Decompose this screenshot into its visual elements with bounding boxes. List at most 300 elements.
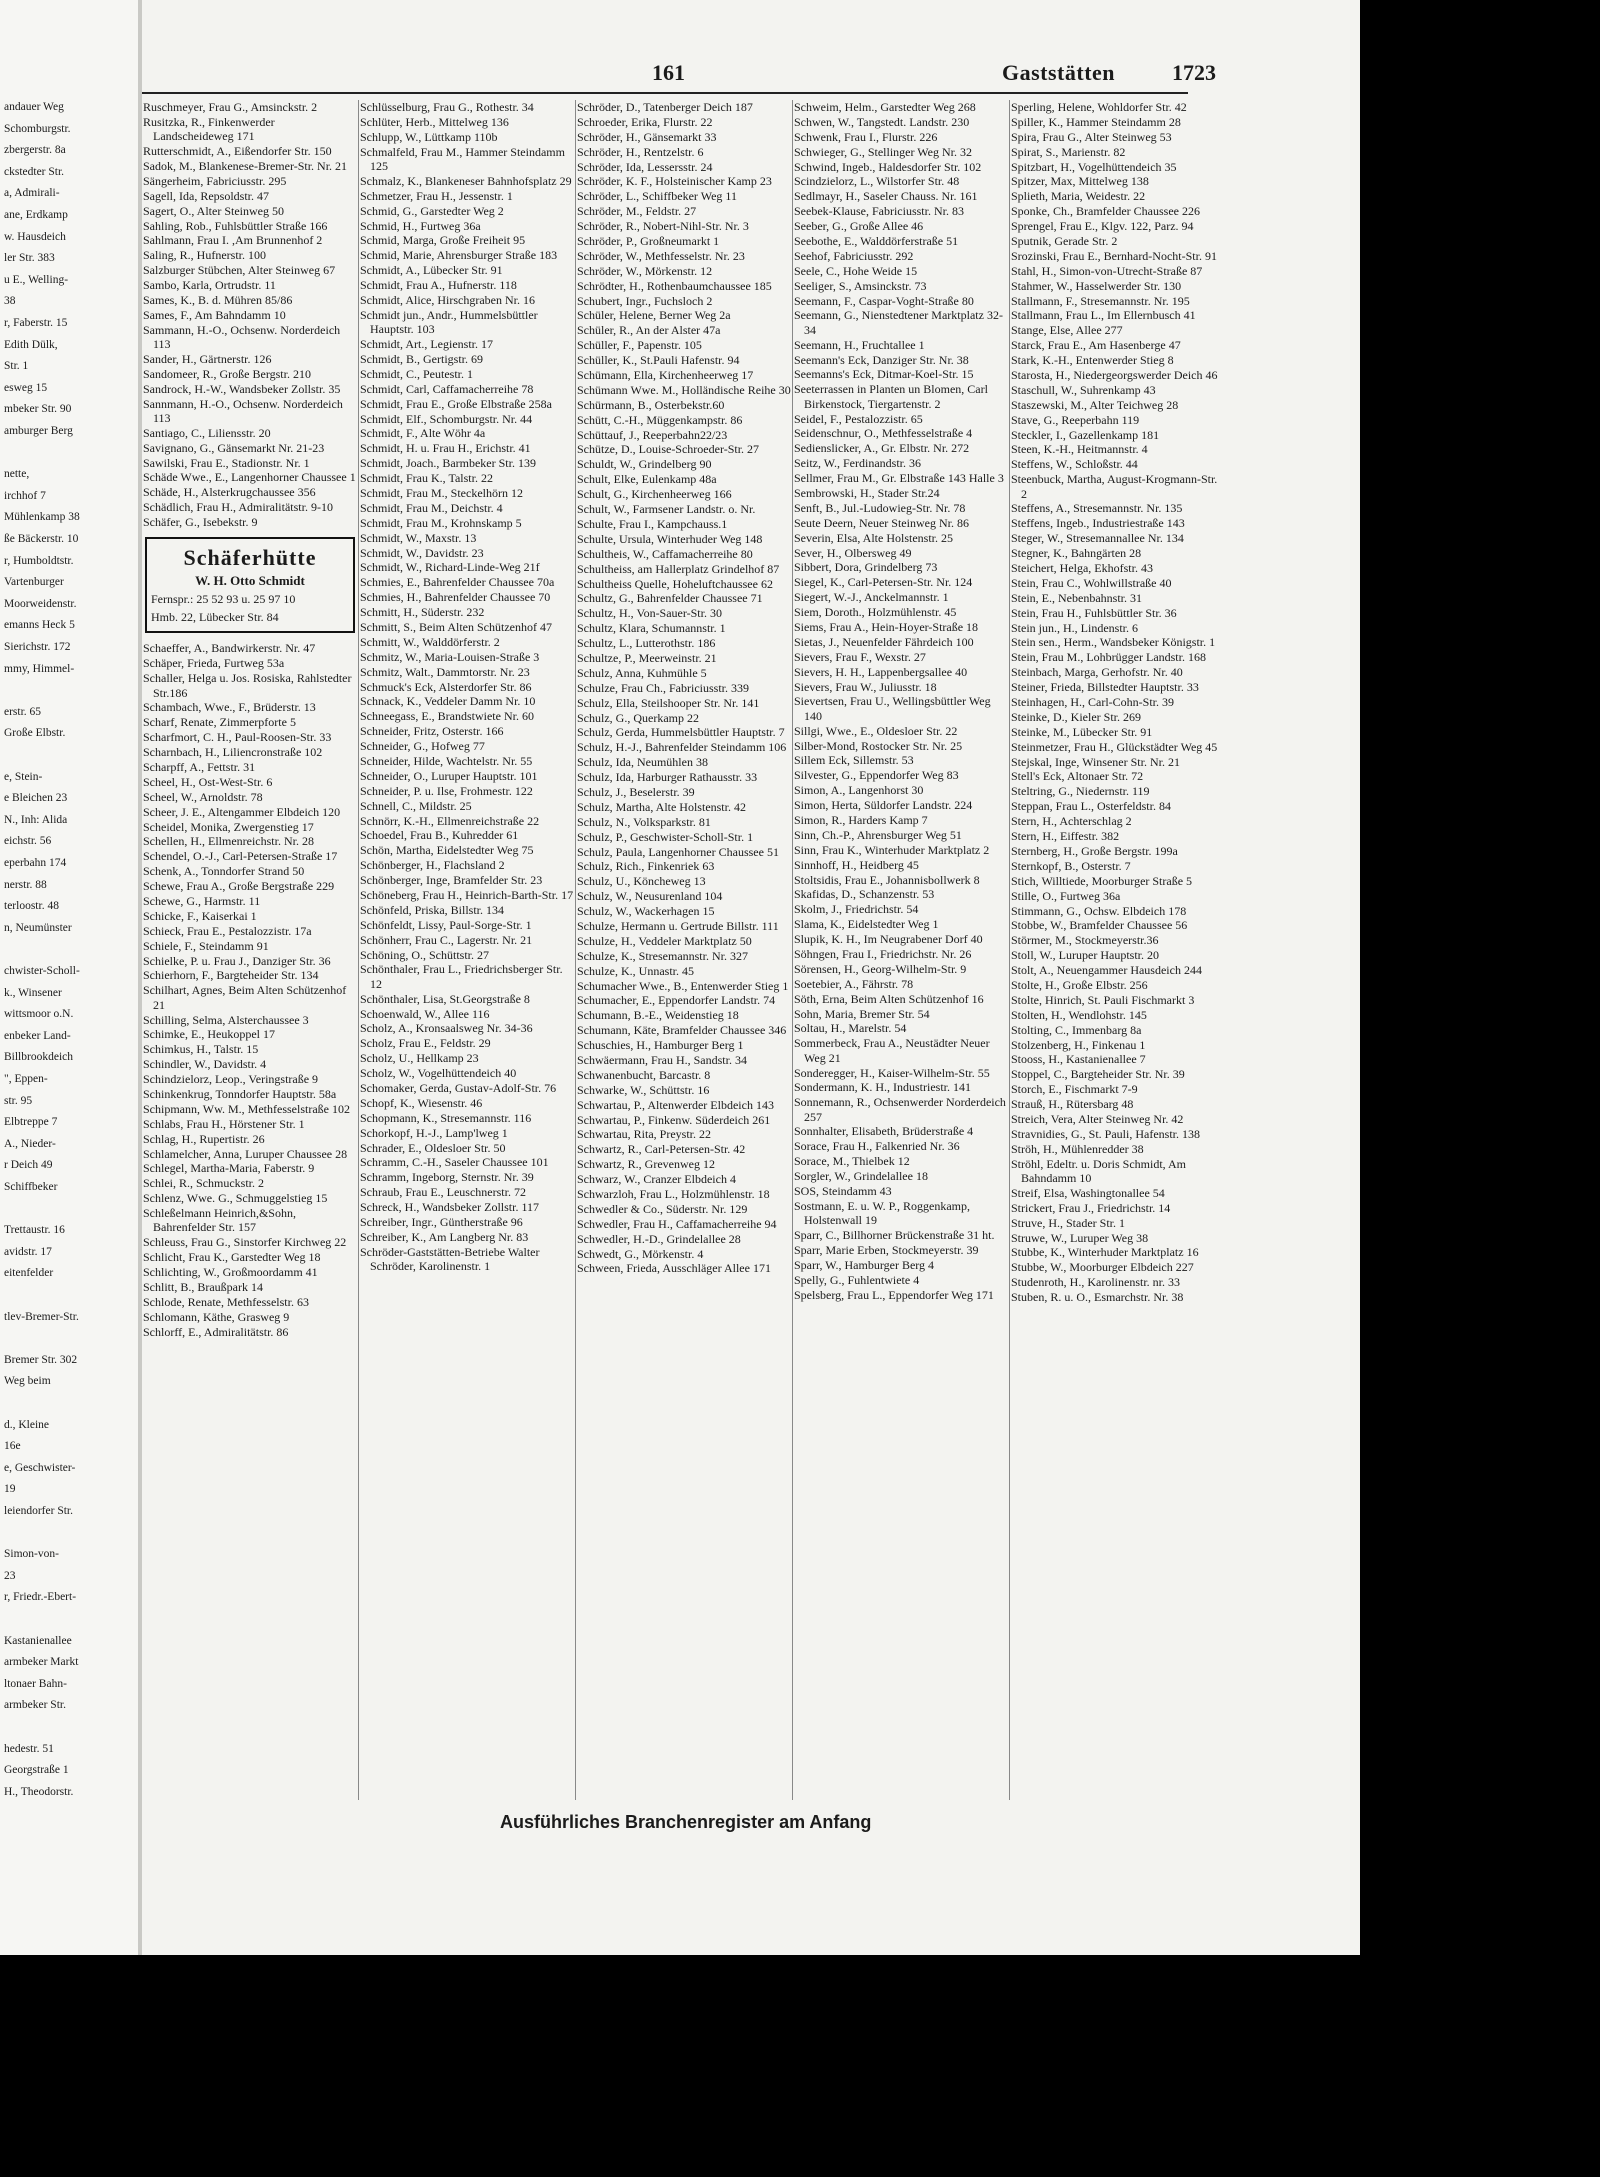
directory-entry: Schuschies, H., Hamburger Berg 1 (577, 1038, 744, 1053)
directory-entry: Stolzenberg, H., Finkenau 1 (1011, 1037, 1146, 1052)
directory-entry: Schreck, H., Wandsbeker Zollstr. 117 (360, 1200, 539, 1215)
directory-entry: Schlamelcher, Anna, Luruper Chaussee 28 (143, 1146, 348, 1161)
directory-entry: Schwartz, R., Carl-Petersen-Str. 42 (577, 1142, 746, 1157)
directory-entry: Schmidt, H. u. Frau H., Erichstr. 41 (360, 441, 531, 456)
directory-entry: SOS, Steindamm 43 (794, 1184, 892, 1199)
directory-entry: Skafidas, D., Schanzenstr. 53 (794, 887, 935, 902)
directory-entry: Sagell, Ida, Repsoldstr. 47 (143, 188, 269, 203)
directory-entry: Sievers, Frau F., Wexstr. 27 (794, 649, 926, 664)
directory-entry: Schwen, W., Tangstedt. Landstr. 230 (794, 114, 970, 129)
directory-entry: Stahl, H., Simon-von-Utrecht-Straße 87 (1011, 263, 1203, 278)
directory-entry: Schönfeld, Priska, Billstr. 134 (360, 902, 504, 917)
strip-text-line: leiendorfer Str. (4, 1505, 73, 1517)
strip-text-line: Mühlenkamp 38 (4, 511, 80, 524)
directory-entry: Schröder, D., Tatenberger Deich 187 (577, 100, 753, 114)
directory-entry: Severin, Elsa, Alte Holstenstr. 25 (794, 530, 953, 545)
strip-text-line: r Deich 49 (4, 1159, 53, 1172)
directory-entry: Scharpff, A., Fettstr. 31 (143, 759, 256, 774)
directory-entry: Sörensen, H., Georg-Wilhelm-Str. 9 (794, 961, 967, 976)
directory-entry: Senft, B., Jul.-Ludowieg-Str. Nr. 78 (794, 500, 966, 515)
directory-entry: Stoltsidis, Frau E., Johannisbollwerk 8 (794, 872, 980, 887)
directory-entry: Schmidt, B., Gertigstr. 69 (360, 351, 483, 366)
directory-entry: Scindzielorz, L., Wilstorfer Str. 48 (794, 174, 960, 189)
directory-entry: Strauß, H., Rütersbarg 48 (1011, 1097, 1134, 1112)
directory-entry: Seeterrassen in Planten un Blomen, Carl Birkenstock, Tiergartenstr. 2 (794, 382, 988, 411)
directory-entry: Steppan, Frau L., Osterfeldstr. 84 (1011, 799, 1171, 814)
directory-entry: Schramm, C.-H., Saseler Chaussee 101 (360, 1155, 549, 1170)
footer-note: Ausführliches Branchenregister am Anfang (500, 1812, 872, 1832)
directory-entry: Schröder, H., Gänsemarkt 33 (577, 129, 717, 144)
directory-entry: Schwartau, P., Finkenw. Süderdeich 261 (577, 1112, 771, 1127)
strip-text-line: r, Humboldtstr. (4, 554, 74, 567)
strip-text-line: eperbahn 174 (4, 857, 67, 869)
directory-entry: Sever, H., Olbersweg 49 (794, 545, 912, 560)
directory-entry: Scholz, W., Vogelhüttendeich 40 (360, 1066, 517, 1081)
directory-entry: Sinn, Frau K., Winterhuder Marktplatz 2 (794, 842, 990, 857)
directory-entry: Sillem Eck, Sillemstr. 53 (794, 753, 914, 768)
directory-entry: Scheel, W., Arnoldstr. 78 (143, 789, 263, 804)
directory-entry: Stark, K.-H., Entenwerder Stieg 8 (1011, 353, 1174, 368)
strip-text-line: H., Theodorstr. (4, 1785, 74, 1798)
strip-text-line: Bremer Str. 302 (4, 1353, 78, 1366)
directory-entry: Schierhorn, F., Bargteheider Str. 134 (143, 968, 319, 983)
directory-entry: Stoppel, C., Bargteheider Str. Nr. 39 (1011, 1067, 1185, 1082)
strip-text-line: hedestr. 51 (4, 1742, 54, 1755)
directory-entry: Schneider, Fritz, Osterstr. 166 (360, 724, 504, 739)
directory-entry: Strickert, Frau J., Friedrichstr. 14 (1011, 1200, 1171, 1215)
directory-entry: Schwind, Ingeb., Haldesdorfer Str. 102 (794, 159, 982, 174)
directory-entry: Sprengel, Frau E., Klgv. 122, Parz. 94 (1011, 219, 1194, 234)
leaf-number: 1723 (1172, 60, 1216, 85)
strip-text-line: 16e (4, 1440, 21, 1453)
directory-entry: Schulze, H., Veddeler Marktplatz 50 (577, 933, 752, 948)
directory-entry: Ruschmeyer, Frau G., Amsinckstr. 2 (143, 100, 318, 114)
directory-entry: Schüler, Helene, Berner Weg 2a (577, 308, 731, 323)
directory-entry: Salzburger Stübchen, Alter Steinweg 67 (143, 263, 336, 278)
directory-entry: Sedlmayr, H., Saseler Chauss. Nr. 161 (794, 189, 978, 204)
column-4 (794, 100, 1008, 1800)
directory-entry: Stein, Frau C., Wohlwillstraße 40 (1011, 575, 1172, 590)
directory-entry: Steffens, Ingeb., Industriestraße 143 (1011, 516, 1185, 531)
directory-entry: Schlomann, Käthe, Grasweg 9 (143, 1309, 290, 1324)
directory-entry: Schmidt, Alice, Hirschgraben Nr. 16 (360, 292, 535, 307)
directory-entry: Spitzbart, H., Vogelhüttendeich 35 (1011, 159, 1177, 174)
directory-entry: Schulze, K., Stresemannstr. Nr. 327 (577, 948, 748, 963)
directory-entry: Schröder, K. F., Holsteinischer Kamp 23 (577, 174, 772, 189)
directory-entry: Schaller, Helga u. Jos. Rosiska, Rahlstedter Str.186 (143, 671, 352, 700)
directory-entry: Soetebier, A., Fährstr. 78 (794, 976, 914, 991)
directory-entry: Schroeder, Erika, Flurstr. 22 (577, 114, 713, 129)
directory-entry: Steltring, G., Niedernstr. 119 (1011, 784, 1150, 799)
strip-text-line: eichstr. 56 (4, 835, 52, 848)
strip-text-line: Billbrookdeich (4, 1051, 73, 1064)
directory-entry: Rutterschmidt, A., Eißendorfer Str. 150 (143, 144, 332, 159)
directory-entry: Sibbert, Dora, Grindelberg 73 (794, 560, 938, 575)
directory-entry: Sinnhoff, H., Heidberg 45 (794, 857, 919, 872)
directory-entry: Schreiber, Ingr., Güntherstraße 96 (360, 1215, 523, 1230)
directory-entry: Schulz, J., Beselerstr. 39 (577, 784, 695, 799)
strip-text-line: ane, Erdkamp (4, 209, 68, 221)
directory-entry: Stahmer, W., Hasselwerder Str. 130 (1011, 278, 1182, 293)
directory-entry: Schäde Wwe., E., Langenhorner Chaussee 1 (143, 470, 356, 485)
directory-entry: Schlicht, Frau K., Garstedter Weg 18 (143, 1250, 321, 1265)
directory-entry: Schubert, Ingr., Fuchsloch 2 (577, 293, 713, 308)
directory-entry: Schmidt, Frau M., Steckelhörn 12 (360, 485, 523, 500)
page-number: 161 (652, 60, 685, 85)
strip-text-line: r, Faberstr. 15 (4, 317, 68, 329)
strip-text-line: ", Eppen- (4, 1073, 48, 1085)
directory-entry: Schultheiss Quelle, Hoheluftchaussee 62 (577, 576, 773, 591)
directory-entry: Schorkopf, H.-J., Lamp'lweg 1 (360, 1125, 508, 1140)
directory-entry: Schulz, Ida, Neumühlen 38 (577, 755, 708, 770)
directory-entry: Schönthaler, Lisa, St.Georgstraße 8 (360, 991, 530, 1006)
directory-entry: Stille, O., Furtweg 36a (1011, 888, 1121, 903)
directory-entry: Sandrock, H.-W., Wandsbeker Zollstr. 35 (143, 381, 341, 396)
strip-text-line: amburger Berg (4, 425, 73, 437)
directory-entry: Sambo, Karla, Ortrudstr. 11 (143, 278, 276, 293)
directory-entry: Schweim, Helm., Garstedter Weg 268 (794, 100, 976, 114)
directory-entry: Schmidt, Carl, Caffamacherreihe 78 (360, 381, 534, 396)
strip-text-line: armbeker Markt (4, 1656, 79, 1669)
directory-entry: Schulz, Ella, Steilshooper Str. Nr. 141 (577, 695, 760, 710)
directory-entry: Schmidt, A., Lübecker Str. 91 (360, 263, 503, 278)
strip-text-line: mmy, Himmel- (4, 662, 75, 675)
directory-entry: Schween, Frieda, Ausschläger Allee 171 (577, 1261, 771, 1276)
directory-entry: Schultz, Klara, Schumannstr. 1 (577, 621, 726, 636)
directory-entry: Stern, H., Eiffestr. 382 (1011, 829, 1120, 844)
directory-entry: Sames, K., B. d. Mühren 85/86 (143, 292, 293, 307)
directory-entry: Störmer, M., Stockmeyerstr.36 (1011, 933, 1159, 948)
directory-entry: Sammann, H.-O., Ochsenw. Norderdeich 113 (143, 322, 341, 352)
directory-entry: Steinbach, Marga, Gerhofstr. Nr. 40 (1011, 665, 1183, 680)
column-divider (575, 100, 576, 1800)
directory-entry: Stolt, A., Neuengammer Hausdeich 244 (1011, 963, 1202, 978)
strip-text-line: nerstr. 88 (4, 878, 47, 891)
directory-entry: Schöneberg, Frau H., Heinrich-Barth-Str. 17 (360, 888, 574, 903)
directory-entry: Schlorff, E., Admiralitätstr. 86 (143, 1324, 289, 1339)
directory-entry: Schramm, Ingeborg, Sternstr. Nr. 39 (360, 1170, 534, 1185)
strip-text-line: tlev-Bremer-Str. (4, 1310, 79, 1323)
directory-entry: Schüller, K., St.Pauli Hafenstr. 94 (577, 353, 740, 368)
directory-entry: Schneider, G., Hofweg 77 (360, 739, 485, 754)
directory-entry: Steffens, W., Schloßstr. 44 (1011, 457, 1138, 472)
directory-entry: Sorgler, W., Grindelallee 18 (794, 1169, 928, 1184)
directory-entry: Stallmann, F., Stresemannstr. Nr. 195 (1011, 293, 1190, 308)
directory-entry: Schoenwald, W., Allee 116 (360, 1006, 490, 1021)
directory-entry: Schultheiss, am Hallerplatz Grindelhof 87 (577, 561, 780, 576)
directory-entry: Stein, E., Nebenbahnstr. 31 (1011, 590, 1142, 605)
strip-text-line: ltonaer Bahn- (4, 1677, 67, 1690)
directory-entry: Sahlmann, Frau I. ,Am Brunnenhof 2 (143, 233, 323, 248)
directory-entry: Schröder, W., Methfesselstr. Nr. 23 (577, 248, 745, 263)
directory-entry: Scholz, U., Hellkamp 23 (360, 1051, 479, 1066)
directory-entry: Schulz, Martha, Alte Holstenstr. 42 (577, 799, 746, 814)
directory-entry: Schumacher, E., Eppendorfer Landstr. 74 (577, 993, 776, 1008)
directory-entry: Sadok, M., Blankenese-Bremer-Str. Nr. 21 (143, 158, 348, 173)
directory-entry: Schulz, Ida, Harburger Rathausstr. 33 (577, 770, 758, 785)
directory-entry: Schindzielorz, Leop., Veringstraße 9 (143, 1072, 319, 1087)
directory-entry: Starck, Frau E., Am Hasenberge 47 (1011, 338, 1181, 353)
directory-entry: Sonnhalter, Elisabeth, Brüderstraße 4 (794, 1124, 974, 1139)
directory-entry: Spitzer, Max, Mittelweg 138 (1011, 174, 1149, 189)
directory-entry: Schmuck's Eck, Alsterdorfer Str. 86 (360, 679, 532, 694)
directory-entry: Splieth, Maria, Weidestr. 22 (1011, 189, 1146, 204)
directory-entry: Schwedler, H.-D., Grindelallee 28 (577, 1231, 741, 1246)
directory-entry: Steichert, Helga, Ekhofstr. 43 (1011, 561, 1153, 576)
directory-entry: Simon, A., Langenhorst 30 (794, 783, 924, 798)
directory-entry: Stolting, C., Immenbarg 8a (1011, 1022, 1142, 1037)
directory-entry: Schmidt, W., Richard-Linde-Weg 21f (360, 560, 540, 575)
directory-entry: Spelly, G., Fuhlentwiete 4 (794, 1272, 920, 1287)
directory-entry: Schwedt, G., Mörkenstr. 4 (577, 1246, 704, 1261)
directory-entry: Schmidt, Joach., Barmbeker Str. 139 (360, 456, 536, 471)
directory-entry: Schmitt, H., Süderstr. 232 (360, 605, 485, 620)
directory-entry: Schöning, O., Schüttstr. 27 (360, 947, 490, 962)
directory-entry: Srozinski, Frau E., Bernhard-Nocht-Str. 91 (1011, 248, 1217, 263)
directory-entry: Sievertsen, Frau U., Wellingsbüttler Weg 140 (794, 694, 991, 723)
directory-entry: Stallmann, Frau L., Im Ellernbusch 41 (1011, 308, 1196, 323)
directory-entry: Schmalz, K., Blankeneser Bahnhofsplatz 29 (360, 173, 572, 188)
strip-text-line: Simon-von- (4, 1548, 59, 1561)
column-2 (360, 100, 574, 1800)
directory-entry: Stegner, K., Bahngärten 28 (1011, 546, 1142, 561)
directory-entry: Schümann, Ella, Kirchenheerweg 17 (577, 368, 754, 383)
directory-entry: Seute Deern, Neuer Steinweg Nr. 86 (794, 515, 969, 530)
directory-entry: Sparr, Marie Erben, Stockmeyerstr. 39 (794, 1243, 979, 1258)
directory-entry: Schreiber, K., Am Langberg Nr. 83 (360, 1229, 529, 1244)
directory-entry: Schultze, P., Meerweinstr. 21 (577, 650, 717, 665)
directory-entry: Schneider, O., Luruper Hauptstr. 101 (360, 768, 538, 783)
strip-text-line: eitenfelder (4, 1267, 54, 1280)
directory-entry: Sorace, M., Thielbek 12 (794, 1154, 910, 1169)
directory-entry: Schönfeldt, Lissy, Paul-Sorge-Str. 1 (360, 917, 532, 932)
directory-entry: Schmitz, Walt., Dammtorstr. Nr. 23 (360, 664, 530, 679)
directory-entry: Schulz, G., Querkamp 22 (577, 710, 699, 725)
directory-entry: Sputnik, Gerade Str. 2 (1011, 234, 1118, 249)
directory-entry: Schönthaler, Frau L., Friedrichsberger Str. 12 (360, 962, 563, 991)
directory-entry: Staszewski, M., Alter Teichweg 28 (1011, 397, 1179, 412)
directory-entry: Struve, H., Stader Str. 1 (1011, 1215, 1125, 1230)
directory-entry: Sawilski, Frau E., Stadionstr. Nr. 1 (143, 455, 310, 470)
strip-text-line: N., Inh: Alida (4, 813, 68, 826)
directory-entry: Schnell, C., Mildstr. 25 (360, 798, 472, 813)
directory-entry: Stravnidies, G., St. Pauli, Hafenstr. 138 (1011, 1126, 1200, 1141)
directory-entry: Sorace, Frau H., Falkenried Nr. 36 (794, 1139, 960, 1154)
directory-entry: Scharf, Renate, Zimmerpforte 5 (143, 715, 296, 730)
directory-entry: Stimmann, G., Ochsw. Elbdeich 178 (1011, 903, 1187, 918)
strip-text-line: r, Friedr.-Ebert- (4, 1591, 77, 1604)
directory-entry: Scholz, Frau E., Feldstr. 29 (360, 1036, 491, 1051)
strip-text-line: irchhof 7 (4, 489, 46, 502)
directory-entry: Stubbe, K., Winterhuder Marktplatz 16 (1011, 1245, 1199, 1260)
directory-entry: Schneider, P. u. Ilse, Frohmestr. 122 (360, 783, 533, 798)
strip-text-line: e Bleichen 23 (4, 792, 68, 805)
directory-entry: Schomaker, Gerda, Gustav-Adolf-Str. 76 (360, 1081, 557, 1095)
directory-entry: Seeber, G., Große Allee 46 (794, 219, 924, 234)
directory-entry: Struwe, W., Luruper Weg 38 (1011, 1230, 1149, 1245)
directory-entry: Sohn, Maria, Bremer Str. 54 (794, 1006, 930, 1021)
directory-entry: Schwartz, R., Grevenweg 12 (577, 1157, 715, 1172)
directory-entry: Seidel, F., Pestalozzistr. 65 (794, 411, 923, 426)
strip-text-line: 38 (4, 295, 16, 308)
directory-entry: Schwanenbucht, Barcastr. 8 (577, 1067, 711, 1082)
strip-text-line: Weg beim (4, 1375, 51, 1388)
directory-entry: Schüller, F., Papenstr. 105 (577, 338, 702, 353)
directory-entry: Stobbe, W., Bramfelder Chaussee 56 (1011, 918, 1188, 933)
directory-entry: Schmid, Marie, Ahrensburger Straße 183 (360, 248, 558, 263)
strip-text-line: Elbtreppe 7 (4, 1116, 58, 1129)
directory-entry: Stejskal, Inge, Winsener Str. Nr. 21 (1011, 754, 1180, 769)
directory-entry: Schlabs, Frau H., Hörstener Str. 1 (143, 1116, 305, 1131)
directory-entry: Söth, Erna, Beim Alten Schützenhof 16 (794, 991, 984, 1006)
directory-entry: Schnörr, K.-H., Ellmenreichstraße 22 (360, 813, 540, 828)
directory-entry: Schmidt, F., Alte Wöhr 4a (360, 426, 486, 441)
directory-entry: Schröder, W., Mörkenstr. 12 (577, 263, 713, 278)
strip-text-line: nette, (4, 468, 30, 481)
directory-entry: Schulz, Paula, Langenhorner Chaussee 51 (577, 844, 779, 859)
directory-entry: Schwarz, W., Cranzer Elbdeich 4 (577, 1172, 736, 1187)
column-divider (792, 100, 793, 1800)
directory-entry: Spiller, K., Hammer Steindamm 28 (1011, 114, 1181, 129)
directory-entry: Schewe, G., Harmstr. 11 (143, 894, 261, 908)
directory-entry: Steinhagen, H., Carl-Cohn-Str. 39 (1011, 695, 1174, 710)
directory-entry: Schmalfeld, Frau M., Hammer Steindamm 125 (360, 144, 565, 173)
strip-text-line: Vartenburger (4, 576, 64, 589)
directory-entry: Schwedler, Frau H., Caffamacherreihe 94 (577, 1216, 777, 1231)
directory-entry: Schröder, P., Großneumarkt 1 (577, 234, 720, 249)
directory-entry: Schulz, W., Neusurenland 104 (577, 889, 723, 904)
directory-entry: Sonnemann, R., Ochsenwerder Norderdeich 257 (794, 1095, 1006, 1124)
directory-entry: Söhngen, Frau I., Friedrichstr. Nr. 26 (794, 946, 972, 961)
directory-entry: Schmid, H., Furtweg 36a (360, 218, 481, 233)
strip-text-line: w. Hausdeich (4, 230, 66, 243)
directory-entry: Steiner, Frieda, Billstedter Hauptstr. 33 (1011, 680, 1199, 695)
directory-entry: Schlüter, Herb., Mittelweg 136 (360, 114, 509, 129)
directory-entry: Seebek-Klause, Fabriciusstr. Nr. 83 (794, 204, 964, 219)
directory-entry: Saling, R., Hufnerstr. 100 (143, 248, 266, 263)
directory-entry: Seemann's Eck, Danziger Str. Nr. 38 (794, 352, 969, 367)
directory-entry: Schürmann, B., Osterbekstr.60 (577, 397, 725, 412)
strip-text-line: esweg 15 (4, 381, 48, 394)
strip-text-line: Große Elbstr. (4, 727, 66, 740)
directory-entry: Steinke, M., Lübecker Str. 91 (1011, 724, 1153, 739)
directory-entry: Seeliger, S., Amsinckstr. 73 (794, 278, 927, 293)
directory-entry: Sannmann, H.-O., Ochsenw. Norderdeich 113 (143, 396, 343, 425)
directory-entry: Schmidt, Frau A., Hufnerstr. 118 (360, 278, 517, 293)
directory-entry: Schwedler & Co., Süderstr. Nr. 129 (577, 1201, 748, 1216)
directory-entry: Schulte, Frau I., Kampchauss.1 (577, 516, 728, 531)
directory-entry: Stolte, H., Große Elbstr. 256 (1011, 977, 1148, 992)
strip-text-line: Trettaustr. 16 (4, 1224, 65, 1237)
page-header (142, 60, 1360, 90)
directory-entry: Schlitt, B., Braußpark 14 (143, 1279, 263, 1294)
column-5 (1011, 100, 1225, 1800)
strip-text-line: Edith Dülk, (4, 338, 58, 351)
directory-entry: Schmidt, Frau M., Deichstr. 4 (360, 500, 503, 515)
directory-entry: Stein, Frau M., Lohbrügger Landstr. 168 (1011, 650, 1206, 665)
directory-entry: Schlag, H., Rupertistr. 26 (143, 1131, 265, 1146)
directory-entry: Sievers, H. H., Lappenbergsallee 40 (794, 664, 968, 679)
directory-entry: Schulz, Rich., Finkenriek 63 (577, 859, 715, 874)
directory-entry: Schlegel, Martha-Maria, Faberstr. 9 (143, 1161, 315, 1176)
strip-text-line: e, Stein- (4, 770, 43, 783)
directory-entry: Schröder-Gaststätten-Betriebe Walter Schröder, Karolinenstr. 1 (360, 1244, 540, 1274)
directory-entry: Schulz, H.-J., Bahrenfelder Steindamm 106 (577, 740, 787, 755)
directory-entry: Schwäermann, Frau H., Sandstr. 34 (577, 1053, 747, 1067)
directory-entry: Stubbe, W., Moorburger Elbdeich 227 (1011, 1260, 1194, 1275)
directory-entry: Schulze, Frau Ch., Fabriciusstr. 339 (577, 680, 749, 695)
directory-entry: Schwartau, Rita, Preystr. 22 (577, 1127, 711, 1142)
ad-address: Hmb. 22, Lübecker Str. 84 (151, 610, 279, 625)
directory-entry: Schmidt, C., Peutestr. 1 (360, 366, 474, 381)
directory-entry: Schultz, L., Lutterothstr. 186 (577, 636, 716, 651)
directory-entry: Sängerheim, Fabriciusstr. 295 (143, 173, 287, 188)
directory-entry: Schmies, E., Bahrenfelder Chaussee 70a (360, 575, 555, 590)
directory-entry: Sparr, C., Billhorner Brückenstraße 31 ht. (794, 1228, 995, 1243)
strip-text-line: Sierichstr. 172 (4, 641, 71, 653)
directory-entry: Sondermann, K. H., Industriestr. 141 (794, 1080, 971, 1095)
directory-entry: Stern, H., Achterschlag 2 (1011, 814, 1132, 829)
directory-entry: Sedienslicker, A., Gr. Elbstr. Nr. 272 (794, 441, 970, 456)
directory-entry: Storch, E., Fischmarkt 7-9 (1011, 1082, 1138, 1097)
directory-entry: Schindler, W., Davidstr. 4 (143, 1057, 267, 1072)
strip-text-line: 19 (4, 1483, 16, 1496)
directory-entry: Schulze, Hermann u. Gertrude Billstr. 111 (577, 918, 779, 933)
directory-entry: Soltau, H., Marelstr. 54 (794, 1021, 907, 1036)
directory-entry: Skolm, J., Friedrichstr. 54 (794, 902, 919, 917)
strip-text-line: str. 95 (4, 1094, 33, 1107)
directory-entry: Scheer, J. E., Altengammer Elbdeich 120 (143, 804, 341, 819)
directory-entry: Staschull, W., Suhrenkamp 43 (1011, 382, 1156, 397)
directory-entry: Stuben, R. u. O., Esmarchstr. Nr. 38 (1011, 1290, 1184, 1305)
directory-entry: Schüttauf, J., Reeperbahn22/23 (577, 427, 728, 442)
strip-text-line: e, Geschwister- (4, 1461, 76, 1474)
directory-entry: Schlupp, W., Lüttkamp 110b (360, 129, 498, 144)
directory-entry: Scharfmort, C. H., Paul-Roosen-Str. 33 (143, 730, 332, 745)
directory-entry: Schumann, Käte, Bramfelder Chaussee 346 (577, 1023, 787, 1038)
directory-entry: Siems, Frau A., Hein-Hoyer-Straße 18 (794, 619, 979, 634)
directory-entry: Streif, Elsa, Washingtonallee 54 (1011, 1185, 1165, 1200)
directory-entry: Schmidt, Frau K., Talstr. 22 (360, 471, 493, 486)
strip-text-line: 23 (4, 1569, 16, 1582)
directory-entry: Schwieger, G., Stellinger Weg Nr. 32 (794, 144, 972, 159)
column-3 (577, 100, 791, 1800)
directory-entry: Schmitt, W., Walddörferstr. 2 (360, 634, 500, 649)
directory-entry: Sietas, J., Neuenfelder Fährdeich 100 (794, 634, 974, 649)
directory-entry: Steen, K.-H., Heitmannstr. 4 (1011, 442, 1148, 457)
strip-text-line: armbeker Str. (4, 1699, 66, 1712)
directory-entry: Streich, Vera, Alter Steinweg Nr. 42 (1011, 1111, 1184, 1126)
directory-entry: Seemann, H., Fruchtallee 1 (794, 337, 925, 352)
directory-entry: Sagert, O., Alter Steinweg 50 (143, 203, 284, 218)
directory-entry: Seidenschnur, O., Methfesselstraße 4 (794, 426, 973, 441)
directory-entry: Slama, K., Eidelstedter Weg 1 (794, 917, 939, 932)
directory-entry: Steckler, I., Gazellenkamp 181 (1011, 427, 1160, 442)
directory-entry: Schäfer, G., Isebekstr. 9 (143, 515, 258, 530)
strip-text-line: terloostr. 48 (4, 900, 59, 913)
directory-entry: Sames, F., Am Bahndamm 10 (143, 307, 286, 322)
directory-entry: Schlüsselburg, Frau G., Rothestr. 34 (360, 100, 534, 114)
directory-entry: Santiago, C., Liliensstr. 20 (143, 425, 271, 440)
directory-entry: Schmidt, Frau M., Krohnskamp 5 (360, 515, 522, 530)
ad-phone: Fernspr.: 25 52 93 u. 25 97 10 (151, 592, 296, 607)
directory-entry: Sievers, Frau W., Juliusstr. 18 (794, 679, 937, 694)
directory-entry: Schütze, D., Louise-Schroeder-Str. 27 (577, 442, 760, 457)
directory-entry: Seehof, Fabriciusstr. 292 (794, 248, 914, 263)
directory-entry: Schönherr, Frau C., Lagerstr. Nr. 21 (360, 932, 533, 947)
strip-text-line: Schiffbeker (4, 1181, 58, 1193)
directory-entry: Schwarke, W., Schüttstr. 16 (577, 1082, 710, 1097)
